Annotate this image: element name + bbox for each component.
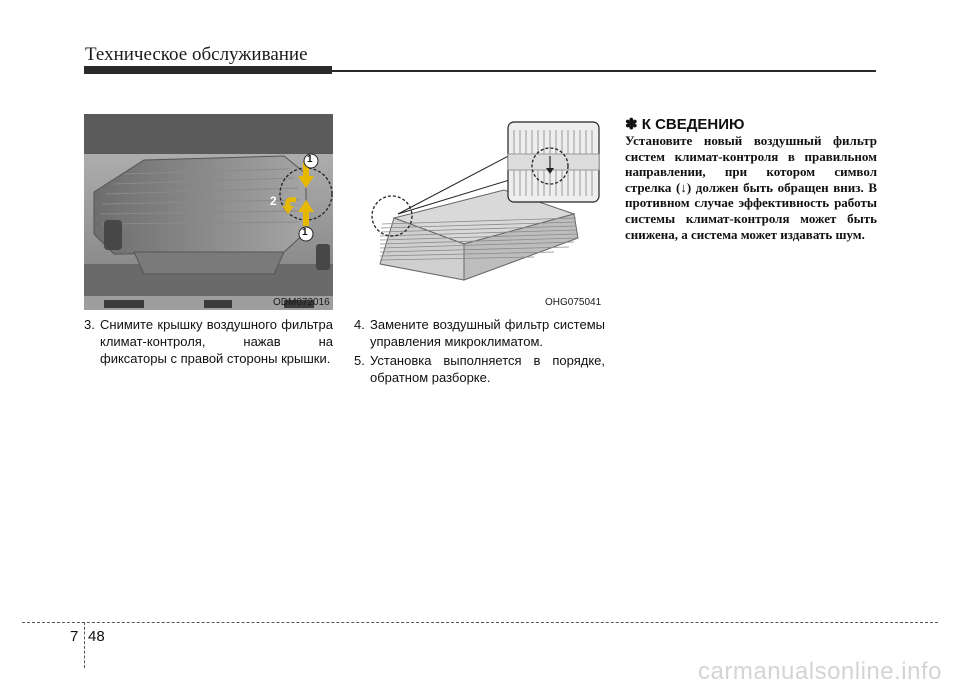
step-5 bbox=[354, 352, 605, 386]
header-rule bbox=[332, 70, 876, 72]
callout-2: 2 bbox=[270, 194, 277, 208]
filter-element-diagram bbox=[354, 114, 605, 310]
footer-dashed-divider bbox=[84, 622, 85, 668]
filter-cover-illustration bbox=[84, 114, 333, 310]
callout-1-bottom: 1 bbox=[302, 227, 308, 238]
step-number: 4. bbox=[354, 317, 365, 332]
callout-1-top: 1 bbox=[307, 154, 313, 165]
step-number: 5. bbox=[354, 353, 365, 368]
note-heading-text: К СВЕДЕНИЮ bbox=[641, 116, 745, 133]
note-heading bbox=[625, 115, 745, 133]
figure-code-2: OHG075041 bbox=[545, 297, 602, 308]
note-body: Установите новый воздушный фильтр систем климат-контроля в правильном направлении, при котором символ стрелка (↓) должен быть обращен вниз. В противном случае эффективность работы системы климат-контроля может быть снижена, а система может издавать шум. bbox=[625, 133, 877, 242]
step-text: Установка выполняется в порядке, обратном разборке. bbox=[370, 353, 605, 385]
step-text: Снимите крышку воздушного фильтра климат-контроля, нажав на фиксаторы с правой стороны крышки. bbox=[100, 317, 333, 366]
footer-dashed-rule bbox=[22, 622, 938, 623]
step-text: Замените воздушный фильтр системы управления микроклиматом. bbox=[370, 317, 605, 349]
header-bar bbox=[84, 66, 332, 74]
filter-cover-photo bbox=[84, 114, 333, 310]
figure-code-1: ODM072016 bbox=[273, 297, 330, 308]
step-4 bbox=[354, 316, 605, 350]
step-3 bbox=[84, 316, 333, 367]
watermark-link[interactable]: carmanualsonline.info bbox=[698, 658, 942, 685]
page-header-title: Техническое обслуживание bbox=[85, 44, 308, 65]
step-number: 3. bbox=[84, 317, 95, 332]
note-symbol-icon: ✽ bbox=[625, 116, 638, 133]
filter-element-illustration bbox=[354, 114, 605, 310]
chapter-number: 7 bbox=[70, 628, 79, 645]
steps-column-2 bbox=[354, 316, 605, 388]
page-number: 48 bbox=[88, 628, 105, 645]
steps-column-1 bbox=[84, 316, 333, 369]
